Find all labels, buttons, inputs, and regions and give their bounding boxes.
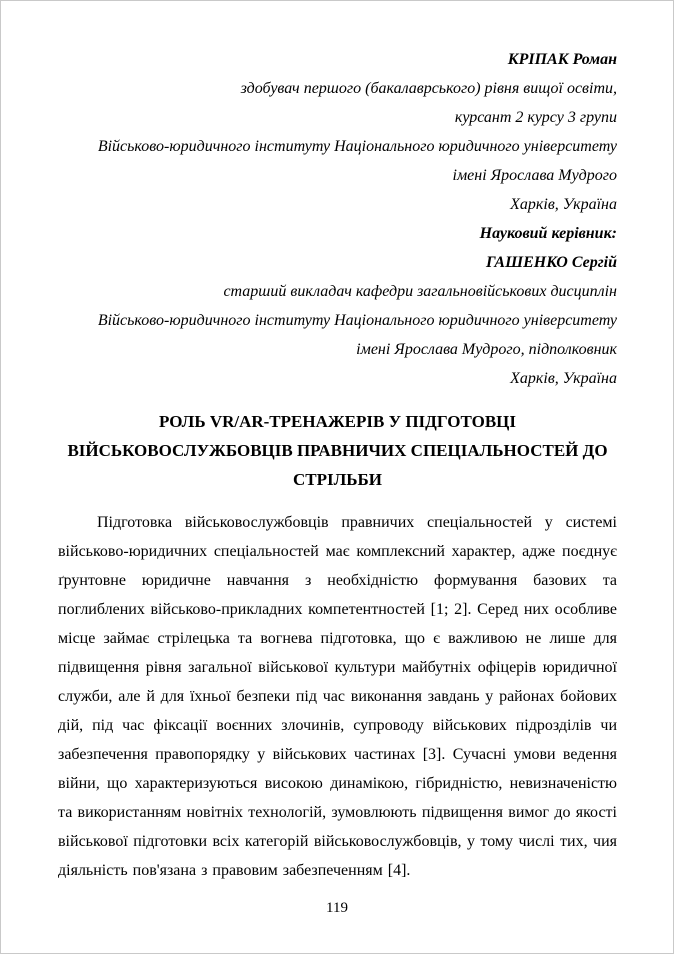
supervisor-institute: Військово-юридичного інституту Національного юридичного університету bbox=[97, 312, 617, 329]
supervisor-institute-name: імені Ярослава Мудрого, підполковник bbox=[356, 341, 617, 358]
author-city: Харків, Україна bbox=[510, 196, 617, 213]
body-paragraph: Підготовка військовослужбовців правничих спеціальностей у системі військово-юридичних спеціальностей має комплексний характер, адже поєднує ґрунтовне юридичне навчання з необхідністю формування базових та поглиблених військово-прикладних компетентностей [1; 2]. Серед них особливе місце займає стрілецька та вогнева підготовка, що є важливою не лише для підвищення рівня загальної військової культури майбутніх офіцерів юридичної служби, але й для їхньої безпеки під час виконання завдань у районах бойових дій, під час фіксації воєнних злочинів, супроводу військових підрозділів чи забезпечення правопорядку у військових частинах [3]. Сучасні умови ведення війни, що характеризуються високою динамікою, гібридністю, невизначеністю та використанням новітніх технологій, зумовлюють підвищення вимог до якості військової підготовки всіх категорій військовослужбовців, у тому числі тих, чия діяльність пов'язана з правовим забезпеченням [4]. bbox=[58, 514, 617, 879]
author-name: КРІПАК Роман bbox=[507, 51, 617, 68]
page-footer bbox=[1, 900, 673, 917]
author-course: курсант 2 курсу 3 групи bbox=[454, 109, 617, 126]
supervisor-position: старший викладач кафедри загальновійськових дисциплін bbox=[223, 283, 617, 300]
title-line-1: РОЛЬ VR/AR-ТРЕНАЖЕРІВ У ПІДГОТОВЦІ bbox=[159, 412, 516, 431]
title-line-3: СТРІЛЬБИ bbox=[293, 470, 382, 489]
title-line-2: ВІЙСЬКОВОСЛУЖБОВЦІВ ПРАВНИЧИХ СПЕЦІАЛЬНОСТЕЙ ДО bbox=[67, 441, 608, 460]
supervisor-label: Науковий керівник: bbox=[479, 225, 617, 242]
author-institute-name: імені Ярослава Мудрого bbox=[452, 167, 617, 184]
supervisor-name: ГАШЕНКО Сергій bbox=[485, 254, 617, 271]
author-institute: Військово-юридичного інституту Національного юридичного університету bbox=[97, 138, 617, 155]
article-title bbox=[58, 407, 617, 494]
author-degree: здобувач першого (бакалаврського) рівня вищої освіти, bbox=[240, 80, 617, 97]
page-content bbox=[1, 1, 673, 885]
supervisor-city: Харків, Україна bbox=[510, 370, 617, 387]
page-number: 119 bbox=[326, 900, 348, 916]
author-block bbox=[58, 45, 617, 393]
